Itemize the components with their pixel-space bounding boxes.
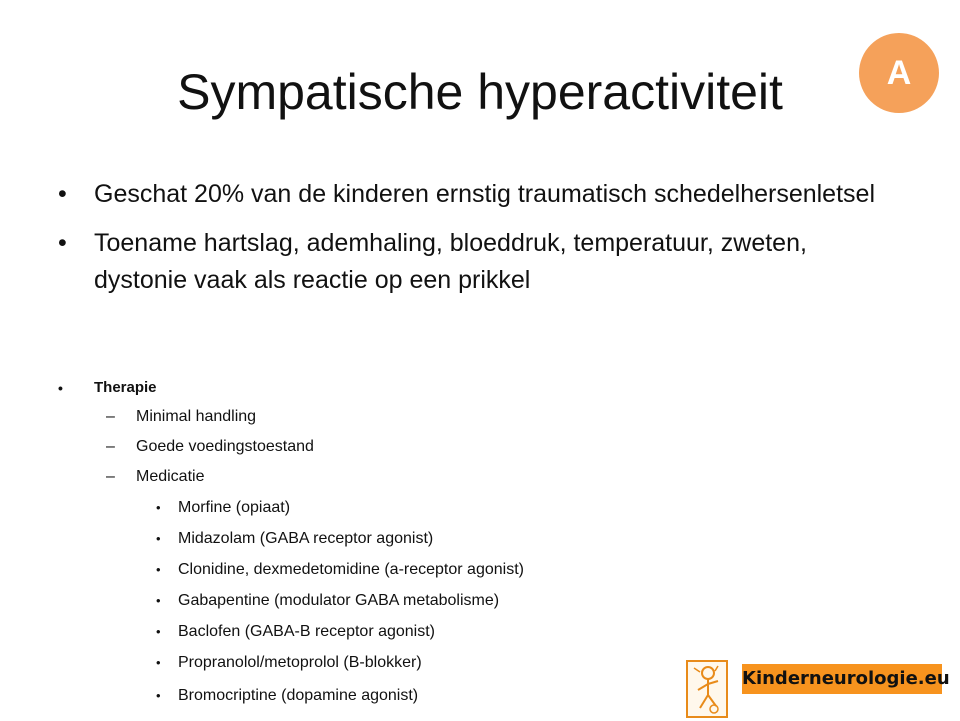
medication-text: Propranolol/metoprolol (B-blokker) [178, 654, 422, 671]
therapy-item [58, 432, 678, 462]
child-figure-svg [688, 662, 726, 716]
therapy-item-text: Minimal handling [136, 408, 257, 425]
dash-icon: – [106, 438, 115, 455]
medication-text: Midazolam (GABA receptor agonist) [178, 530, 434, 547]
medication-text: Bromocriptine (dopamine agonist) [178, 687, 419, 704]
dash-icon: – [106, 468, 115, 485]
medication-text: Gabapentine (modulator GABA metabolisme) [178, 592, 500, 609]
medication-item [58, 616, 678, 647]
medication-item [58, 492, 678, 523]
child-figure-icon [686, 660, 728, 718]
bullet-icon: • [156, 655, 161, 670]
therapy-item [58, 462, 678, 492]
bullet-icon: • [58, 180, 67, 208]
bullet-icon: • [156, 624, 161, 639]
bullet-item [58, 176, 878, 213]
badge-a: A [859, 33, 939, 113]
bullet-item [58, 225, 878, 299]
bullet-text: Geschat 20% van de kinderen ernstig traumatisch schedelhersenletsel [94, 180, 875, 208]
medication-item [58, 647, 678, 678]
bullet-icon: • [156, 593, 161, 608]
medication-item [58, 585, 678, 616]
bullet-text: Toename hartslag, ademhaling, bloeddruk, temperatuur, zweten, dystonie vaak als reactie op een prikkel [94, 229, 807, 294]
bullet-icon: • [156, 562, 161, 577]
slide-title: Sympatische hyperactiviteit [177, 64, 783, 120]
bullet-icon: • [58, 380, 63, 396]
medication-item [58, 523, 678, 554]
medication-list [58, 492, 678, 714]
therapy-section [58, 374, 678, 714]
therapy-item-text: Goede voedingstoestand [136, 438, 314, 455]
medication-text: Baclofen (GABA-B receptor agonist) [178, 623, 436, 640]
kinderneurologie-logo [686, 660, 948, 720]
therapy-heading [58, 374, 678, 402]
bullet-icon: • [156, 500, 161, 515]
medication-text: Clonidine, dexmedetomidine (a-receptor agonist) [178, 561, 524, 578]
medication-item [58, 678, 678, 714]
dash-icon: – [106, 408, 115, 425]
main-bullet-list [58, 176, 878, 311]
therapy-item-text: Medicatie [136, 468, 205, 485]
medication-item [58, 554, 678, 585]
therapy-item [58, 402, 678, 432]
therapy-list [58, 402, 678, 492]
bullet-icon: • [58, 229, 67, 257]
logo-text: Kinderneurologie.eu [742, 664, 942, 694]
medication-text: Morfine (opiaat) [178, 499, 291, 516]
therapy-heading-text: Therapie [94, 379, 157, 396]
bullet-icon: • [156, 531, 161, 546]
bullet-icon: • [156, 688, 161, 703]
